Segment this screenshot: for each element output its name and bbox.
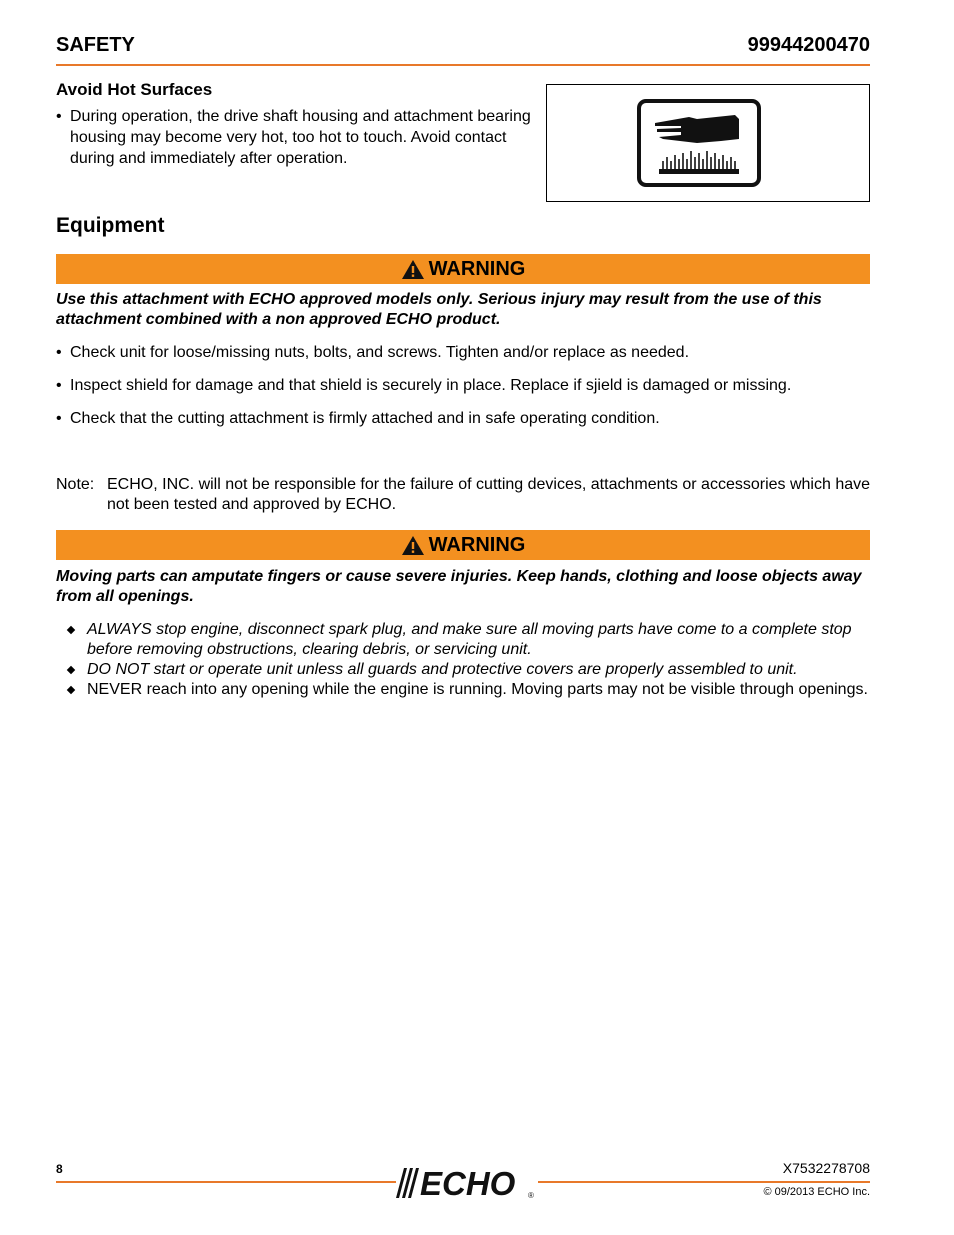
hot-surface-pictogram-frame bbox=[546, 84, 870, 202]
echo-logo bbox=[392, 1166, 538, 1205]
header-divider bbox=[56, 64, 870, 66]
warning-text: Use this attachment with ECHO approved models only. Serious injury may result from the use of this attachment combined with a non approved ECHO product. bbox=[56, 291, 822, 328]
diamond-bullet-icon bbox=[67, 626, 75, 634]
diamond-bullet-icon bbox=[67, 666, 75, 674]
moving-parts-list bbox=[68, 620, 876, 700]
bullet: • bbox=[56, 108, 62, 125]
warning-banner bbox=[56, 254, 870, 284]
list-item bbox=[56, 343, 876, 363]
registered-mark: ® bbox=[528, 1191, 534, 1200]
hot-surfaces-list bbox=[56, 106, 536, 169]
warning-label: WARNING bbox=[428, 533, 526, 556]
list-item bbox=[68, 620, 876, 660]
document-code: X7532278708 bbox=[782, 1160, 870, 1176]
diamond-bullet-icon bbox=[67, 686, 75, 694]
list-item bbox=[56, 106, 536, 169]
list-item-text: Inspect shield for damage and that shield is securely in place. Replace if sjield is damaged or missing. bbox=[70, 377, 792, 394]
list-item bbox=[56, 376, 876, 396]
note-label: Note: bbox=[56, 476, 95, 493]
part-number: 99944200470 bbox=[747, 34, 870, 56]
warning-text: Moving parts can amputate fingers or cause severe injuries. Keep hands, clothing and loose objects away from all openings. bbox=[56, 568, 862, 605]
note bbox=[56, 475, 876, 515]
warning-triangle-icon bbox=[401, 259, 425, 280]
equipment-heading: Equipment bbox=[56, 214, 165, 237]
footer-divider-right bbox=[538, 1181, 870, 1183]
hot-surface-hand-icon bbox=[637, 99, 761, 187]
bullet: • bbox=[56, 410, 62, 427]
page-number: 8 bbox=[56, 1162, 63, 1176]
bullet: • bbox=[56, 377, 62, 394]
list-item-text: Check that the cutting attachment is firmly attached and in safe operating condition. bbox=[70, 410, 660, 427]
footer-divider-left bbox=[56, 1181, 396, 1183]
list-item bbox=[68, 680, 876, 700]
warning-triangle-icon bbox=[401, 535, 425, 556]
equipment-checklist bbox=[56, 343, 876, 442]
list-item-text: ALWAYS stop engine, disconnect spark plug, and make sure all moving parts have come to a complete stop before removing obstructions, clearing debris, or servicing unit. bbox=[87, 621, 852, 658]
list-item-text: During operation, the drive shaft housing and attachment bearing housing may become very hot, too hot to touch. Avoid contact during and immediately after operation. bbox=[70, 108, 531, 167]
list-item-text: Check unit for loose/missing nuts, bolts, and screws. Tighten and/or replace as needed. bbox=[70, 344, 690, 361]
note-text: ECHO, INC. will not be responsible for the failure of cutting devices, attachments or accessories which have not been tested and approved by ECHO. bbox=[107, 476, 871, 513]
list-item-text: NEVER reach into any opening while the engine is running. Moving parts may not be visible through openings. bbox=[87, 681, 868, 698]
logo-text: ECHO bbox=[420, 1166, 516, 1200]
warning-label: WARNING bbox=[428, 257, 526, 280]
list-item bbox=[56, 409, 876, 429]
list-item-text: DO NOT start or operate unit unless all guards and protective covers are properly assembled to unit. bbox=[87, 661, 798, 678]
hot-surfaces-heading: Avoid Hot Surfaces bbox=[56, 80, 213, 99]
list-item bbox=[68, 660, 876, 680]
section-title: SAFETY bbox=[56, 34, 135, 56]
bullet: • bbox=[56, 344, 62, 361]
copyright: © 09/2013 ECHO Inc. bbox=[763, 1186, 870, 1198]
warning-banner bbox=[56, 530, 870, 560]
